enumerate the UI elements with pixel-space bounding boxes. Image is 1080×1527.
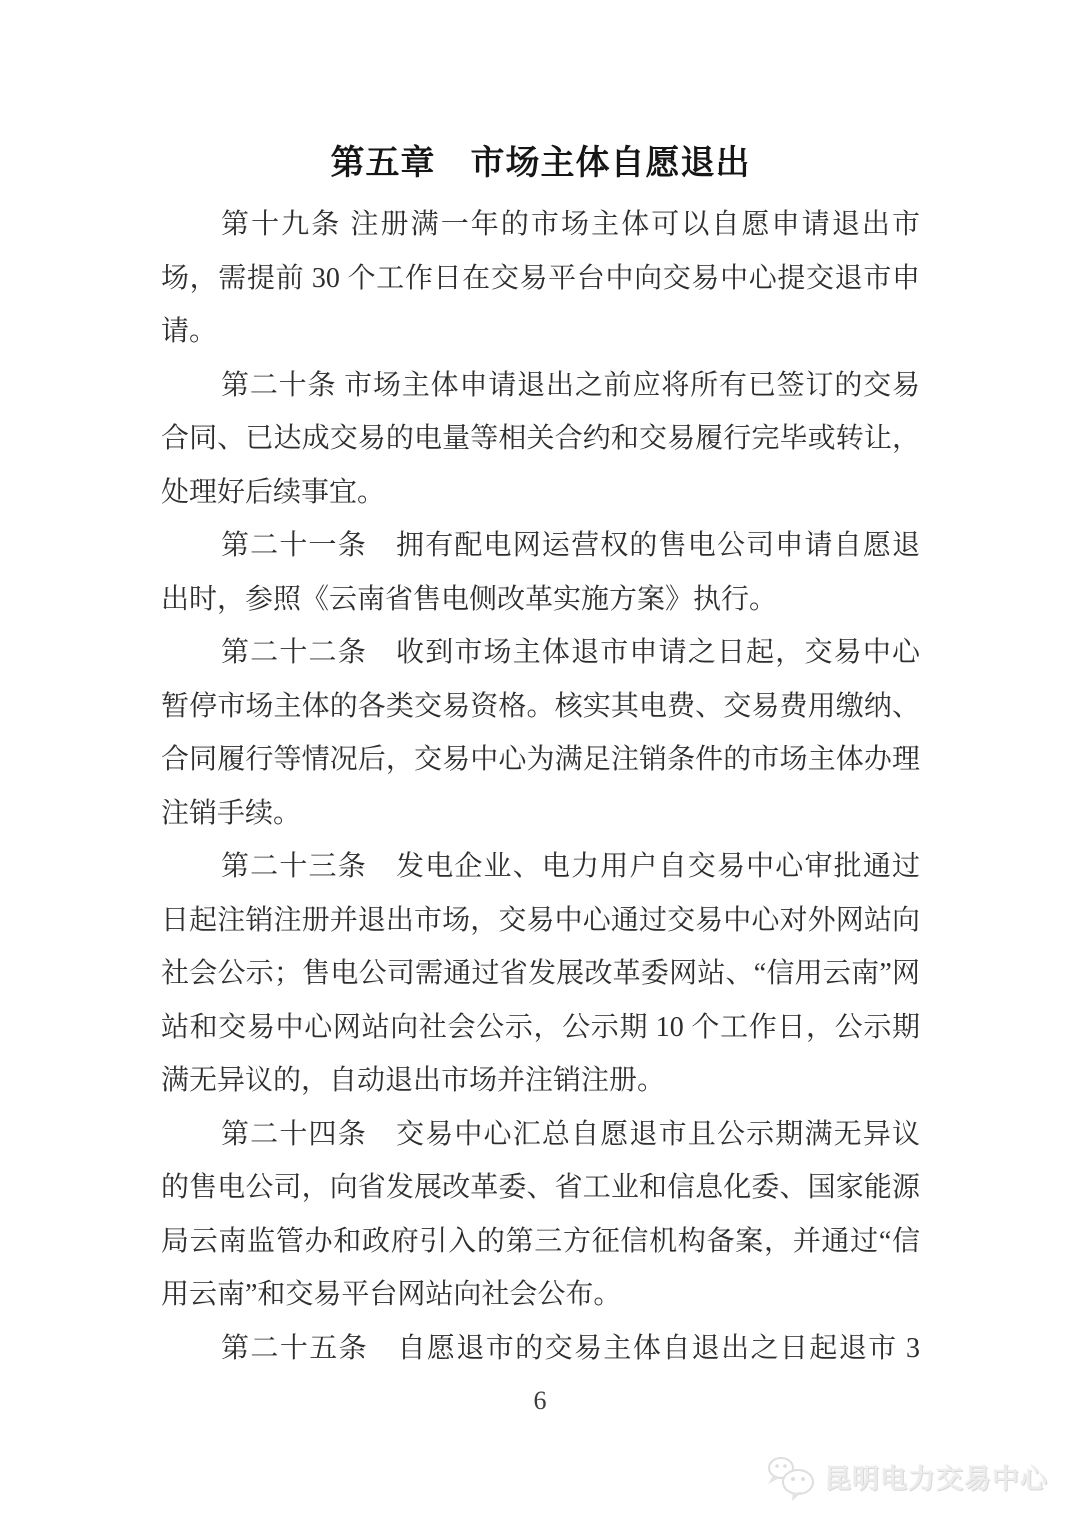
wechat-icon [765, 1455, 817, 1503]
footer-watermark [765, 1455, 1048, 1503]
article-25-paragraph: 第二十五条 自愿退市的交易主体自退出之日起退市 3 [221, 1332, 920, 1364]
article-23-paragraph: 第二十三条 发电企业、电力用户自交易中心审批通过日起注销注册并退出市场，交易中心通过交易中心对外网站向社会公示；售电公司需通过省发展改革委网站、“信用云南”网站和交易中心网站向社会公示，公示期 10 个工作日，公示期满无异议的，自动退出市场并注销注册。 [161, 851, 920, 1096]
article-24-paragraph: 第二十四条 交易中心汇总自愿退市且公示期满无异议的售电公司，向省发展改革委、省工业和信息化委、国家能源局云南监管办和政府引入的第三方征信机构备案，并通过“信用云南”和交易平台网站向社会公布。 [161, 1118, 920, 1310]
article-21-paragraph: 第二十一条 拥有配电网运营权的售电公司申请自愿退出时，参照《云南省售电侧改革实施方案》执行。 [161, 530, 920, 615]
article-19-paragraph: 第十九条 注册满一年的市场主体可以自愿申请退出市场，需提前 30 个工作日在交易平台中向交易中心提交退市申请。 [161, 209, 920, 347]
page-number: 6 [533, 1386, 547, 1415]
article-22-paragraph: 第二十二条 收到市场主体退市申请之日起，交易中心暂停市场主体的各类交易资格。核实其电费、交易费用缴纳、合同履行等情况后，交易中心为满足注销条件的市场主体办理注销手续。 [161, 637, 920, 829]
footer-brand-text: 昆明电力交易中心 [824, 1464, 1048, 1494]
document-body [161, 138, 920, 1375]
chapter-title: 第五章 市场主体自愿退出 [330, 144, 751, 182]
article-20-paragraph: 第二十条 市场主体申请退出之前应将所有已签订的交易合同、已达成交易的电量等相关合约和交易履行完毕或转让，处理好后续事宜。 [161, 369, 920, 508]
